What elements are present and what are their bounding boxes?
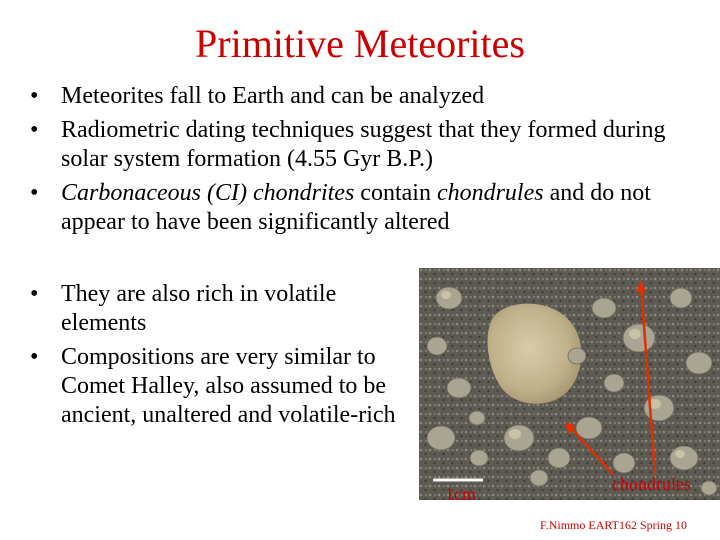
chondrules-label: chondrules [612,474,691,494]
bullet-list-left [30,280,400,435]
meteorite-photo-drawing [419,268,720,500]
bullet-dot: • [30,180,39,206]
bullet-text: Compositions are very similar to Comet Halley, also assumed to be ancient, unaltered and volatile-rich [61,344,396,428]
bullet-text: contain [354,180,437,206]
footer-credit: F.Nimmo EART162 Spring 10 [540,518,687,532]
bullet-emphasis: Carbonaceous (CI) chondrites [61,180,355,206]
bullet-dot: • [30,117,39,143]
bullet-text: Meteorites fall to Earth and can be analyzed [61,83,485,109]
bullet-dot: • [30,344,39,370]
bullet-dot: • [30,281,39,307]
bullet-dot: • [30,83,39,109]
meteorite-photo [419,268,720,500]
bullet-emphasis: chondrules [436,180,544,206]
bullet-item [30,116,700,174]
bullet-item [30,343,400,430]
bullet-item [30,82,700,111]
slide-title: Primitive Meteorites [195,21,525,66]
bullet-text: They are also rich in volatile elements [61,281,337,336]
bullet-text: Radiometric dating techniques suggest that they formed during solar system formation (4.55 Gyr B.P.) [61,117,666,172]
scale-label: 1cm [445,484,476,504]
bullet-list-top [30,82,700,242]
bullet-item [30,280,400,338]
bullet-text: and do not appear to have been significantly altered [61,180,651,235]
bullet-item [30,179,700,237]
